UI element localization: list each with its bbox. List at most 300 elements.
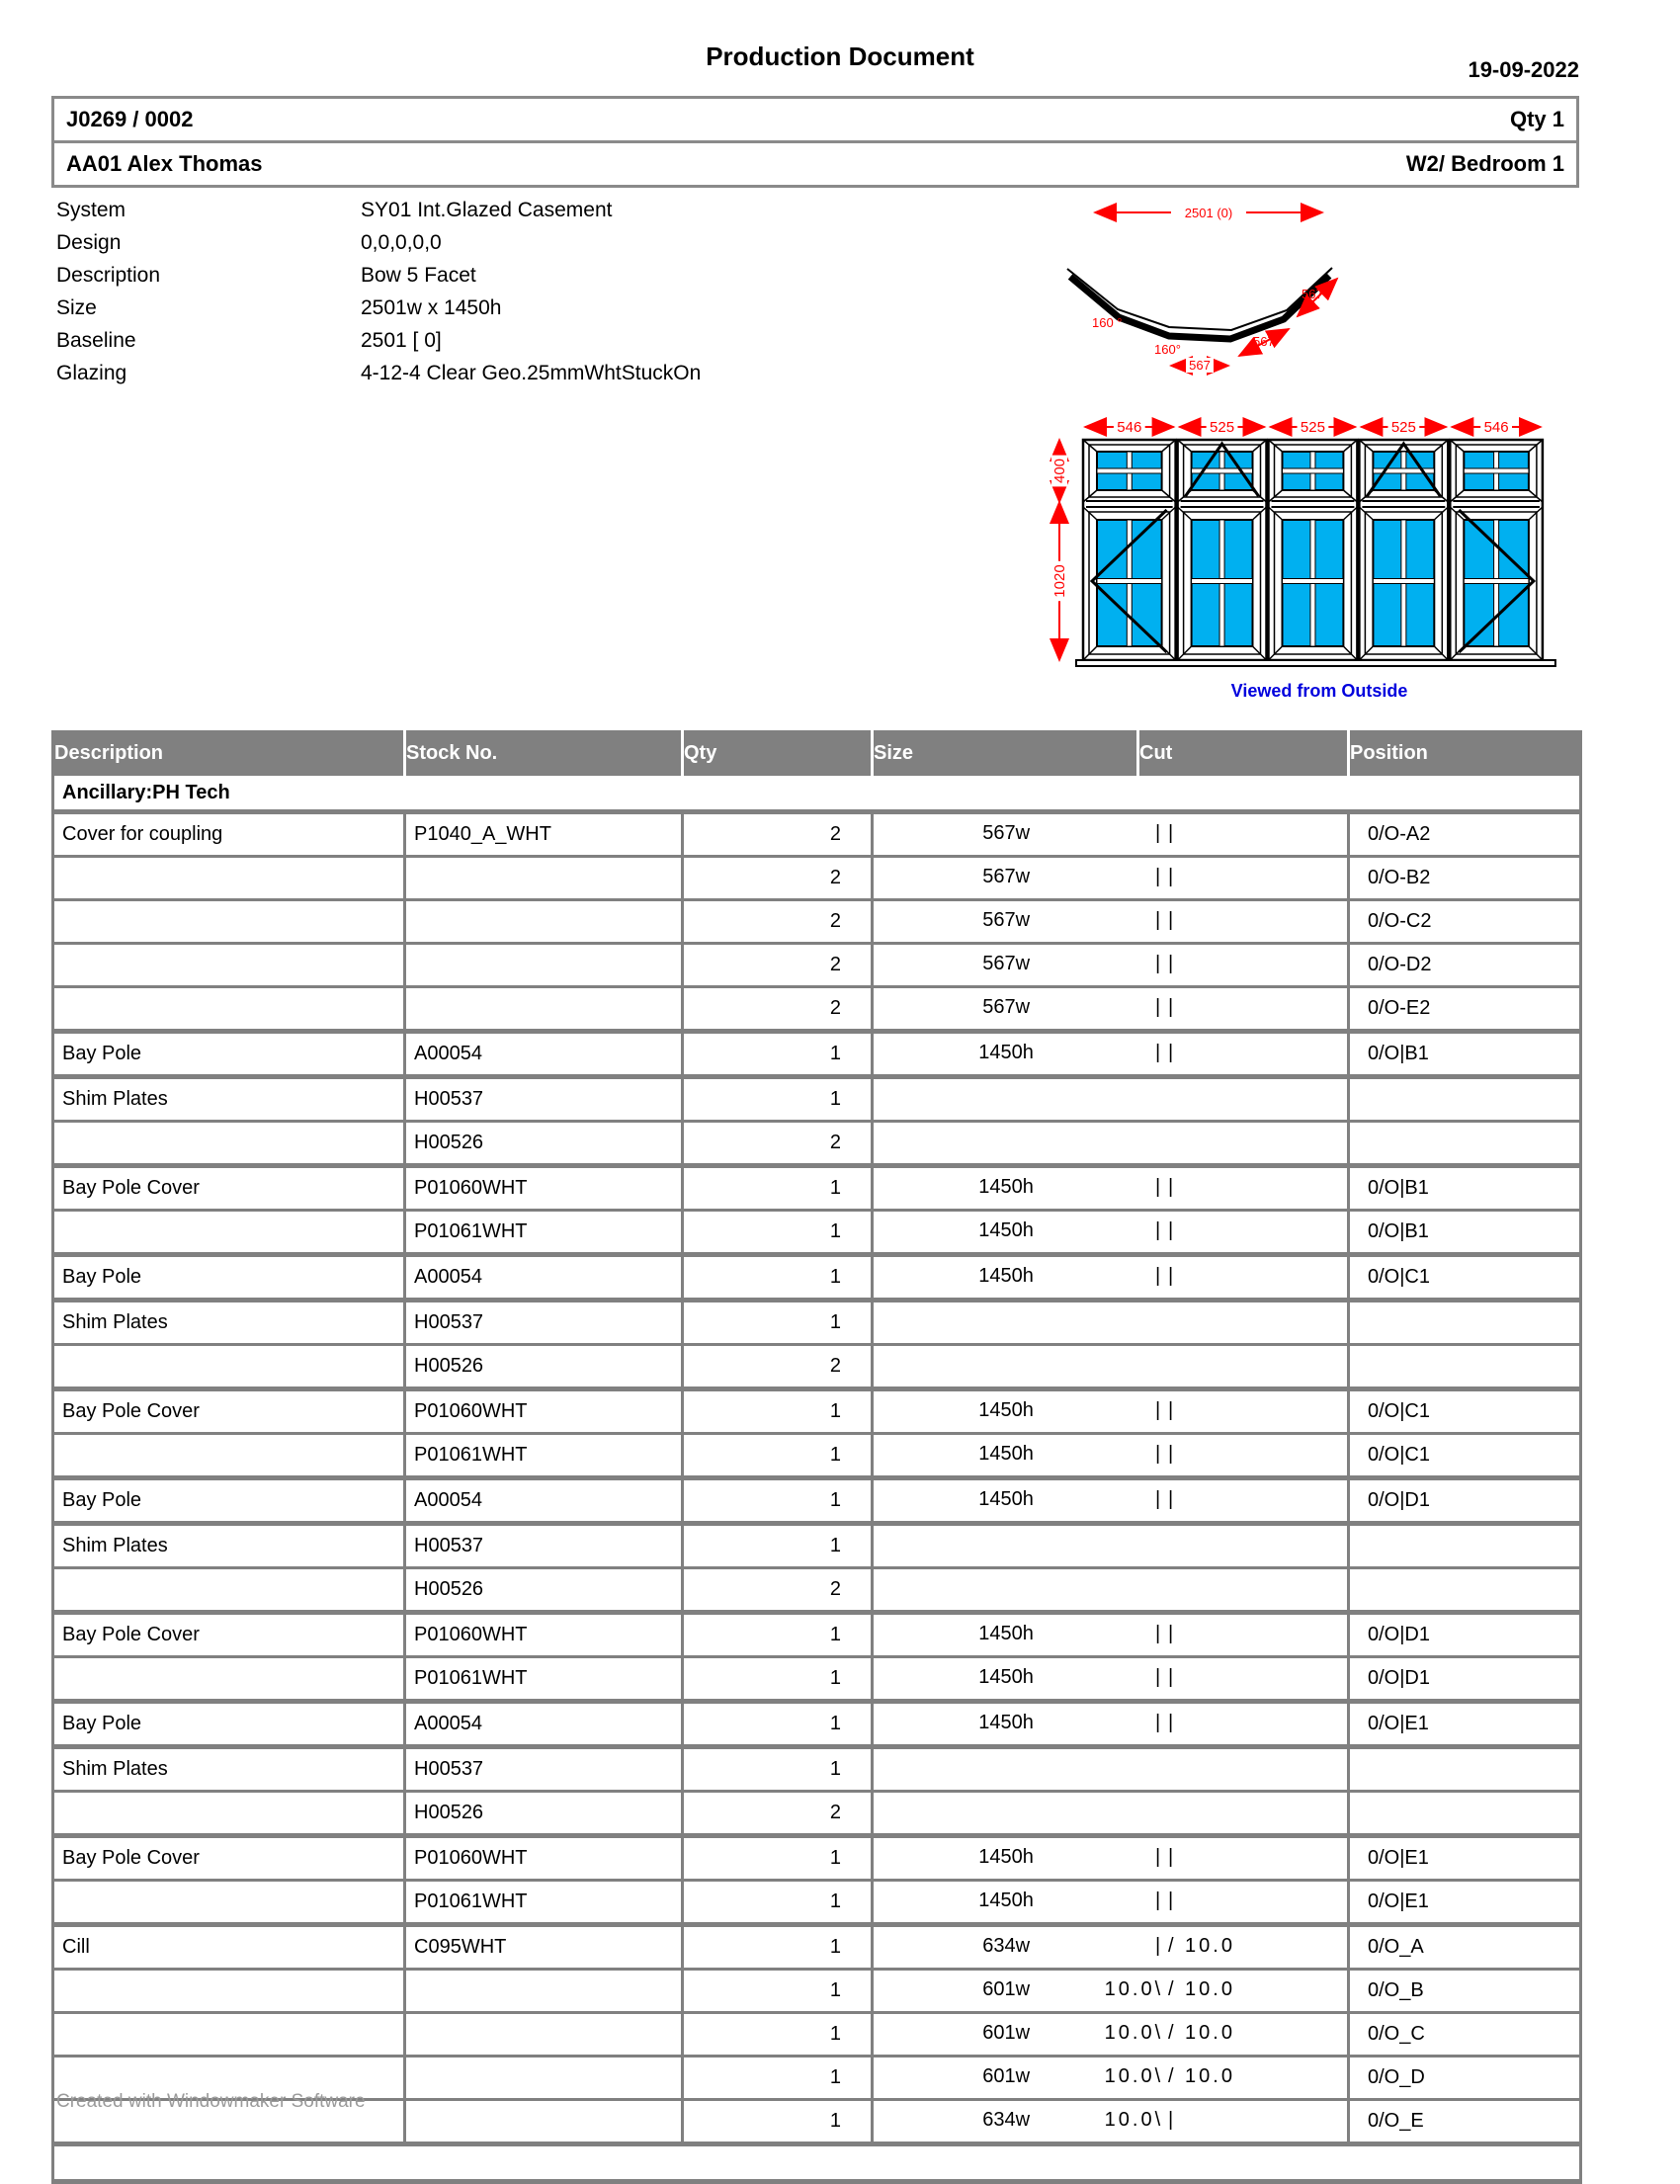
table-row [53,812,1581,857]
cell-qty: 1 [683,1836,873,1881]
table-row [53,1301,1581,1345]
size-value: 634w [982,2109,1031,2131]
cell-qty: 2 [683,944,873,987]
cell-description: Shim Plates [53,1077,405,1122]
cell-description: Bay Pole [53,1032,405,1077]
cell-qty: 1 [683,1077,873,1122]
window-panel [1359,440,1448,660]
cell-stock-no: P01061WHT [405,1881,683,1925]
plan-width-dim-label: 2501 (0) [1184,206,1233,220]
width-dim-label: 525 [1210,419,1235,436]
size-value: 567w [982,909,1031,931]
cell-size-cut [873,1747,1349,1792]
info-value: SY01 Int.Glazed Casement [361,198,613,221]
size-value: 601w [982,2065,1031,2087]
cell-description [53,1881,405,1925]
cut-right-value: | [1167,996,1177,1018]
cut-right-value: | [1167,1265,1177,1287]
customer-name: AA01 Alex Thomas [66,151,263,176]
window-location: W2/ Bedroom 1 [1405,151,1564,176]
cell-qty: 2 [683,1345,873,1389]
table-row [53,1434,1581,1478]
size-value: 1450h [978,1623,1034,1644]
cell-position [1349,1747,1581,1792]
cell-description: Bay Pole [53,1702,405,1747]
cell-qty: 1 [683,2013,873,2057]
cut-right-value: | [1167,1712,1177,1733]
cut-right-value: / 10.0 [1167,2065,1235,2087]
cell-description: Shim Plates [53,1524,405,1568]
cut-right-value: | [1167,1042,1177,1063]
table-row [53,1881,1581,1925]
size-value [874,1526,1138,1566]
cell-size-cut [873,1122,1349,1166]
cell-description: Bay Pole Cover [53,1613,405,1657]
cell-qty: 1 [683,1613,873,1657]
size-value: 1450h [978,1712,1034,1733]
cell-stock-no: P01061WHT [405,1657,683,1702]
job-id-row [54,99,1576,140]
cell-size-cut [873,812,1349,857]
cell-size-cut [873,1211,1349,1255]
cell-stock-no [405,2100,683,2144]
cut-left-value: | [1154,1399,1164,1421]
cell-qty: 1 [683,1747,873,1792]
col-header-size: Size [873,732,1138,775]
cut-left-value: 10.0\ [1104,2022,1164,2044]
cell-qty: 2 [683,1122,873,1166]
cell-position: 0/O|C1 [1349,1389,1581,1434]
cell-description [53,1970,405,2013]
plan-angle-label: 160 ° [1092,315,1123,330]
spec-info-block [56,194,701,389]
cell-size-cut [873,1568,1349,1613]
cut-left-value: | [1154,1935,1164,1957]
cell-stock-no [405,944,683,987]
cell-qty: 1 [683,1032,873,1077]
cell-size-cut [873,1301,1349,1345]
cell-stock-no: A00054 [405,1032,683,1077]
cell-stock-no [405,2013,683,2057]
cell-qty: 1 [683,1925,873,1970]
cut-left-value: | [1154,996,1164,1018]
cell-qty: 1 [683,2057,873,2100]
cell-size-cut [873,944,1349,987]
cell-position [1349,1792,1581,1836]
table-row [53,1925,1581,1970]
viewed-from-outside-caption: Viewed from Outside [1230,681,1408,701]
cut-left-value: | [1154,1712,1164,1733]
size-value [874,1793,1138,1833]
cell-size-cut [873,1434,1349,1478]
cell-stock-no: P1040_A_WHT [405,812,683,857]
cell-size-cut [873,1613,1349,1657]
cell-description: Bay Pole Cover [53,1389,405,1434]
cell-qty: 1 [683,1478,873,1524]
cell-description [53,944,405,987]
cell-qty: 1 [683,2100,873,2144]
cut-left-value: 10.0\ [1104,2065,1164,2087]
col-header-stock-no: Stock No. [405,732,683,775]
cell-qty: 2 [683,987,873,1032]
cell-position: 0/O|D1 [1349,1613,1581,1657]
cell-stock-no: H00526 [405,1122,683,1166]
size-value: 1450h [978,1890,1034,1911]
info-label: Baseline [56,328,136,352]
width-dim-label: 525 [1390,419,1416,436]
cell-size-cut [873,1925,1349,1970]
cell-qty: 1 [683,1166,873,1211]
cell-qty: 1 [683,1702,873,1747]
cell-stock-no [405,2057,683,2100]
window-elevation-drawing [1043,408,1581,705]
size-value [874,1079,1138,1120]
cut-left-value: | [1154,1443,1164,1465]
cell-size-cut [873,1702,1349,1747]
cell-stock-no: H00526 [405,1345,683,1389]
document-date: 19-09-2022 [1468,57,1579,82]
cell-position [1349,1122,1581,1166]
info-value: 0,0,0,0,0 [361,230,442,254]
cell-qty: 2 [683,812,873,857]
cell-stock-no: A00054 [405,1478,683,1524]
cut-left-value: | [1154,1176,1164,1198]
size-value: 567w [982,953,1031,974]
table-row [53,1345,1581,1389]
cut-right-value: / 10.0 [1167,1935,1235,1957]
table-row [53,1568,1581,1613]
cut-left-value: | [1154,866,1164,887]
cut-right-value: | [1167,953,1177,974]
size-value: 1450h [978,1443,1034,1465]
size-value [874,1302,1138,1343]
cell-size-cut [873,857,1349,900]
cut-right-value: / 10.0 [1167,1978,1235,2000]
cell-description [53,1657,405,1702]
cell-size-cut [873,1836,1349,1881]
size-value: 1450h [978,1666,1034,1688]
section-title: Ancillary:PH Tech [53,775,1581,812]
cell-description [53,987,405,1032]
cell-description [53,900,405,944]
width-dim-label: 546 [1117,419,1142,436]
table-row [53,1657,1581,1702]
bow-plan-drawing [1052,188,1349,380]
cell-stock-no: H00537 [405,1524,683,1568]
cell-description: Cill [53,1925,405,1970]
table-row [53,944,1581,987]
cell-position: 0/O-B2 [1349,857,1581,900]
table-row [53,1524,1581,1568]
plan-facet-dim-label: 567 [1302,287,1323,301]
window-panel [1178,440,1267,660]
cut-right-value: / 10.0 [1167,2022,1235,2044]
height-dim-label: 400 [1051,458,1068,484]
info-value: Bow 5 Facet [361,263,476,287]
cell-qty: 2 [683,900,873,944]
cell-stock-no: H00537 [405,1747,683,1792]
cell-description: Bay Pole Cover [53,1836,405,1881]
cell-position [1349,1345,1581,1389]
cell-description: Bay Pole Cover [53,1166,405,1211]
plan-facet-dim-label: 567 [1189,358,1211,373]
col-header-cut: Cut [1138,732,1349,775]
table-row [53,1032,1581,1077]
size-value: 634w [982,1935,1031,1957]
cut-left-value: | [1154,909,1164,931]
cell-description [53,1792,405,1836]
cell-description [53,2013,405,2057]
table-header-row [53,732,1581,775]
page-title: Production Document [706,42,974,71]
cell-stock-no: H00526 [405,1792,683,1836]
job-qty: Qty 1 [1509,107,1564,131]
parts-table [51,730,1582,2184]
cell-position: 0/O|B1 [1349,1166,1581,1211]
cell-qty: 2 [683,857,873,900]
cell-position: 0/O-C2 [1349,900,1581,944]
cell-position: 0/O_E [1349,2100,1581,2144]
width-dim-label: 546 [1483,419,1509,436]
cut-right-value: | [1167,1176,1177,1198]
cell-description: Cover for coupling [53,812,405,857]
cell-position: 0/O|B1 [1349,1211,1581,1255]
cell-size-cut [873,1166,1349,1211]
cut-left-value: | [1154,1488,1164,1510]
cell-size-cut [873,2100,1349,2144]
software-credit: Created with Windowmaker Software [56,2091,366,2112]
size-value: 1450h [978,1219,1034,1241]
cell-stock-no: H00526 [405,1568,683,1613]
info-label: Size [56,295,97,319]
section-row [53,775,1581,812]
cell-position [1349,1568,1581,1613]
cell-stock-no [405,1970,683,2013]
window-panel [1269,440,1358,660]
cut-left-value: 10.0\ [1104,1978,1164,2000]
cell-stock-no: A00054 [405,1702,683,1747]
cut-right-value: | [1167,1890,1177,1911]
cell-description [53,1211,405,1255]
cell-position: 0/O_B [1349,1970,1581,2013]
size-value [874,1569,1138,1610]
cell-size-cut [873,1077,1349,1122]
size-value: 1450h [978,1265,1034,1287]
cell-qty: 1 [683,1970,873,2013]
cell-stock-no: P01060WHT [405,1836,683,1881]
cut-right-value: | [1167,909,1177,931]
cell-position: 0/O|E1 [1349,1881,1581,1925]
cell-stock-no: H00537 [405,1301,683,1345]
cut-right-value: | [1167,1219,1177,1241]
cell-description: Bay Pole [53,1255,405,1301]
empty-row [53,2144,1581,2182]
table-row [53,900,1581,944]
cell-position: 0/O|C1 [1349,1434,1581,1478]
size-value: 567w [982,822,1031,844]
cell-qty: 1 [683,1255,873,1301]
table-row [53,1389,1581,1434]
size-value: 1450h [978,1042,1034,1063]
cut-right-value: | [1167,2109,1177,2131]
cut-right-value: | [1167,1399,1177,1421]
size-value [874,1123,1138,1163]
window-sill [1076,660,1555,666]
cell-position: 0/O_D [1349,2057,1581,2100]
cell-size-cut [873,900,1349,944]
cut-left-value: 10.0\ [1104,2109,1164,2131]
cell-size-cut [873,1032,1349,1077]
cell-position [1349,1077,1581,1122]
cell-position: 0/O|D1 [1349,1478,1581,1524]
cell-qty: 1 [683,1657,873,1702]
cell-stock-no: P01061WHT [405,1434,683,1478]
height-dim-label: 1020 [1051,564,1068,598]
cell-description [53,1122,405,1166]
cell-qty: 1 [683,1389,873,1434]
size-value: 1450h [978,1488,1034,1510]
cut-left-value: | [1154,1265,1164,1287]
col-header-position: Position [1349,732,1581,775]
cut-left-value: | [1154,1666,1164,1688]
size-value [874,1346,1138,1386]
cell-stock-no: C095WHT [405,1925,683,1970]
cell-stock-no: A00054 [405,1255,683,1301]
size-value: 601w [982,1978,1031,2000]
cell-description: Shim Plates [53,1747,405,1792]
size-value: 1450h [978,1176,1034,1198]
cut-right-value: | [1167,866,1177,887]
cell-stock-no: P01060WHT [405,1389,683,1434]
info-value: 2501w x 1450h [361,295,502,319]
cell-position: 0/O_A [1349,1925,1581,1970]
col-header-qty: Qty [683,732,873,775]
size-value [874,1749,1138,1790]
cut-left-value: | [1154,1623,1164,1644]
cell-description [53,1568,405,1613]
size-value: 601w [982,2022,1031,2044]
window-panel [1083,440,1176,660]
customer-row [54,140,1576,185]
cell-size-cut [873,987,1349,1032]
cell-description [53,1434,405,1478]
cell-size-cut [873,1524,1349,1568]
cell-qty: 2 [683,1792,873,1836]
cut-right-value: | [1167,822,1177,844]
col-header-description: Description [53,732,405,775]
info-label: System [56,198,126,221]
job-id-box [51,96,1579,188]
cell-position [1349,1301,1581,1345]
cell-qty: 1 [683,1434,873,1478]
plan-facet-dim-label: 567 [1253,334,1275,349]
cell-position: 0/O|E1 [1349,1836,1581,1881]
cell-position: 0/O|C1 [1349,1255,1581,1301]
width-dim-label: 525 [1300,419,1325,436]
cell-size-cut [873,1881,1349,1925]
size-value: 1450h [978,1399,1034,1421]
cell-size-cut [873,2057,1349,2100]
cell-position: 0/O|D1 [1349,1657,1581,1702]
size-value: 567w [982,996,1031,1018]
table-row [53,1077,1581,1122]
cell-size-cut [873,1792,1349,1836]
table-row [53,1836,1581,1881]
cell-size-cut [873,2013,1349,2057]
table-row [53,1166,1581,1211]
cell-size-cut [873,1970,1349,2013]
cell-size-cut [873,1657,1349,1702]
cell-qty: 1 [683,1211,873,1255]
info-label: Design [56,230,122,254]
table-row [53,1747,1581,1792]
cell-qty: 2 [683,1568,873,1613]
cut-right-value: | [1167,1443,1177,1465]
cut-right-value: | [1167,1488,1177,1510]
info-value: 4-12-4 Clear Geo.25mmWhtStuckOn [361,361,702,384]
cell-stock-no: P01060WHT [405,1166,683,1211]
cut-left-value: | [1154,822,1164,844]
info-value: 2501 [ 0] [361,328,442,352]
cell-qty: 1 [683,1881,873,1925]
cell-stock-no [405,857,683,900]
cell-stock-no: P01061WHT [405,1211,683,1255]
table-row [53,1970,1581,2013]
cell-description [53,857,405,900]
size-value: 567w [982,866,1031,887]
cell-position [1349,1524,1581,1568]
cut-left-value: | [1154,1890,1164,1911]
table-row [53,1122,1581,1166]
table-row [53,857,1581,900]
table-row [53,1478,1581,1524]
cell-position: 0/O-A2 [1349,812,1581,857]
cell-position: 0/O|B1 [1349,1032,1581,1077]
table-row [53,2013,1581,2057]
window-panel [1450,440,1543,660]
cell-stock-no: H00537 [405,1077,683,1122]
table-row [53,1613,1581,1657]
cell-size-cut [873,1255,1349,1301]
cell-description: Shim Plates [53,1301,405,1345]
table-row [53,1255,1581,1301]
size-value: 1450h [978,1846,1034,1868]
job-number: J0269 / 0002 [66,107,194,131]
table-row [53,1792,1581,1836]
cell-position: 0/O-D2 [1349,944,1581,987]
cell-position: 0/O_C [1349,2013,1581,2057]
cell-description [53,1345,405,1389]
cell-stock-no [405,900,683,944]
cut-left-value: | [1154,953,1164,974]
cell-position: 0/O|E1 [1349,1702,1581,1747]
cell-qty: 1 [683,1301,873,1345]
cell-position: 0/O-E2 [1349,987,1581,1032]
plan-angle-label: 160° [1154,342,1181,357]
cut-left-value: | [1154,1219,1164,1241]
info-label: Description [56,263,161,287]
info-label: Glazing [56,361,127,384]
cut-right-value: | [1167,1846,1177,1868]
cell-size-cut [873,1389,1349,1434]
cut-right-value: | [1167,1623,1177,1644]
cell-size-cut [873,1478,1349,1524]
cell-size-cut [873,1345,1349,1389]
cell-stock-no: P01060WHT [405,1613,683,1657]
cell-stock-no [405,987,683,1032]
cut-right-value: | [1167,1666,1177,1688]
table-row [53,987,1581,1032]
